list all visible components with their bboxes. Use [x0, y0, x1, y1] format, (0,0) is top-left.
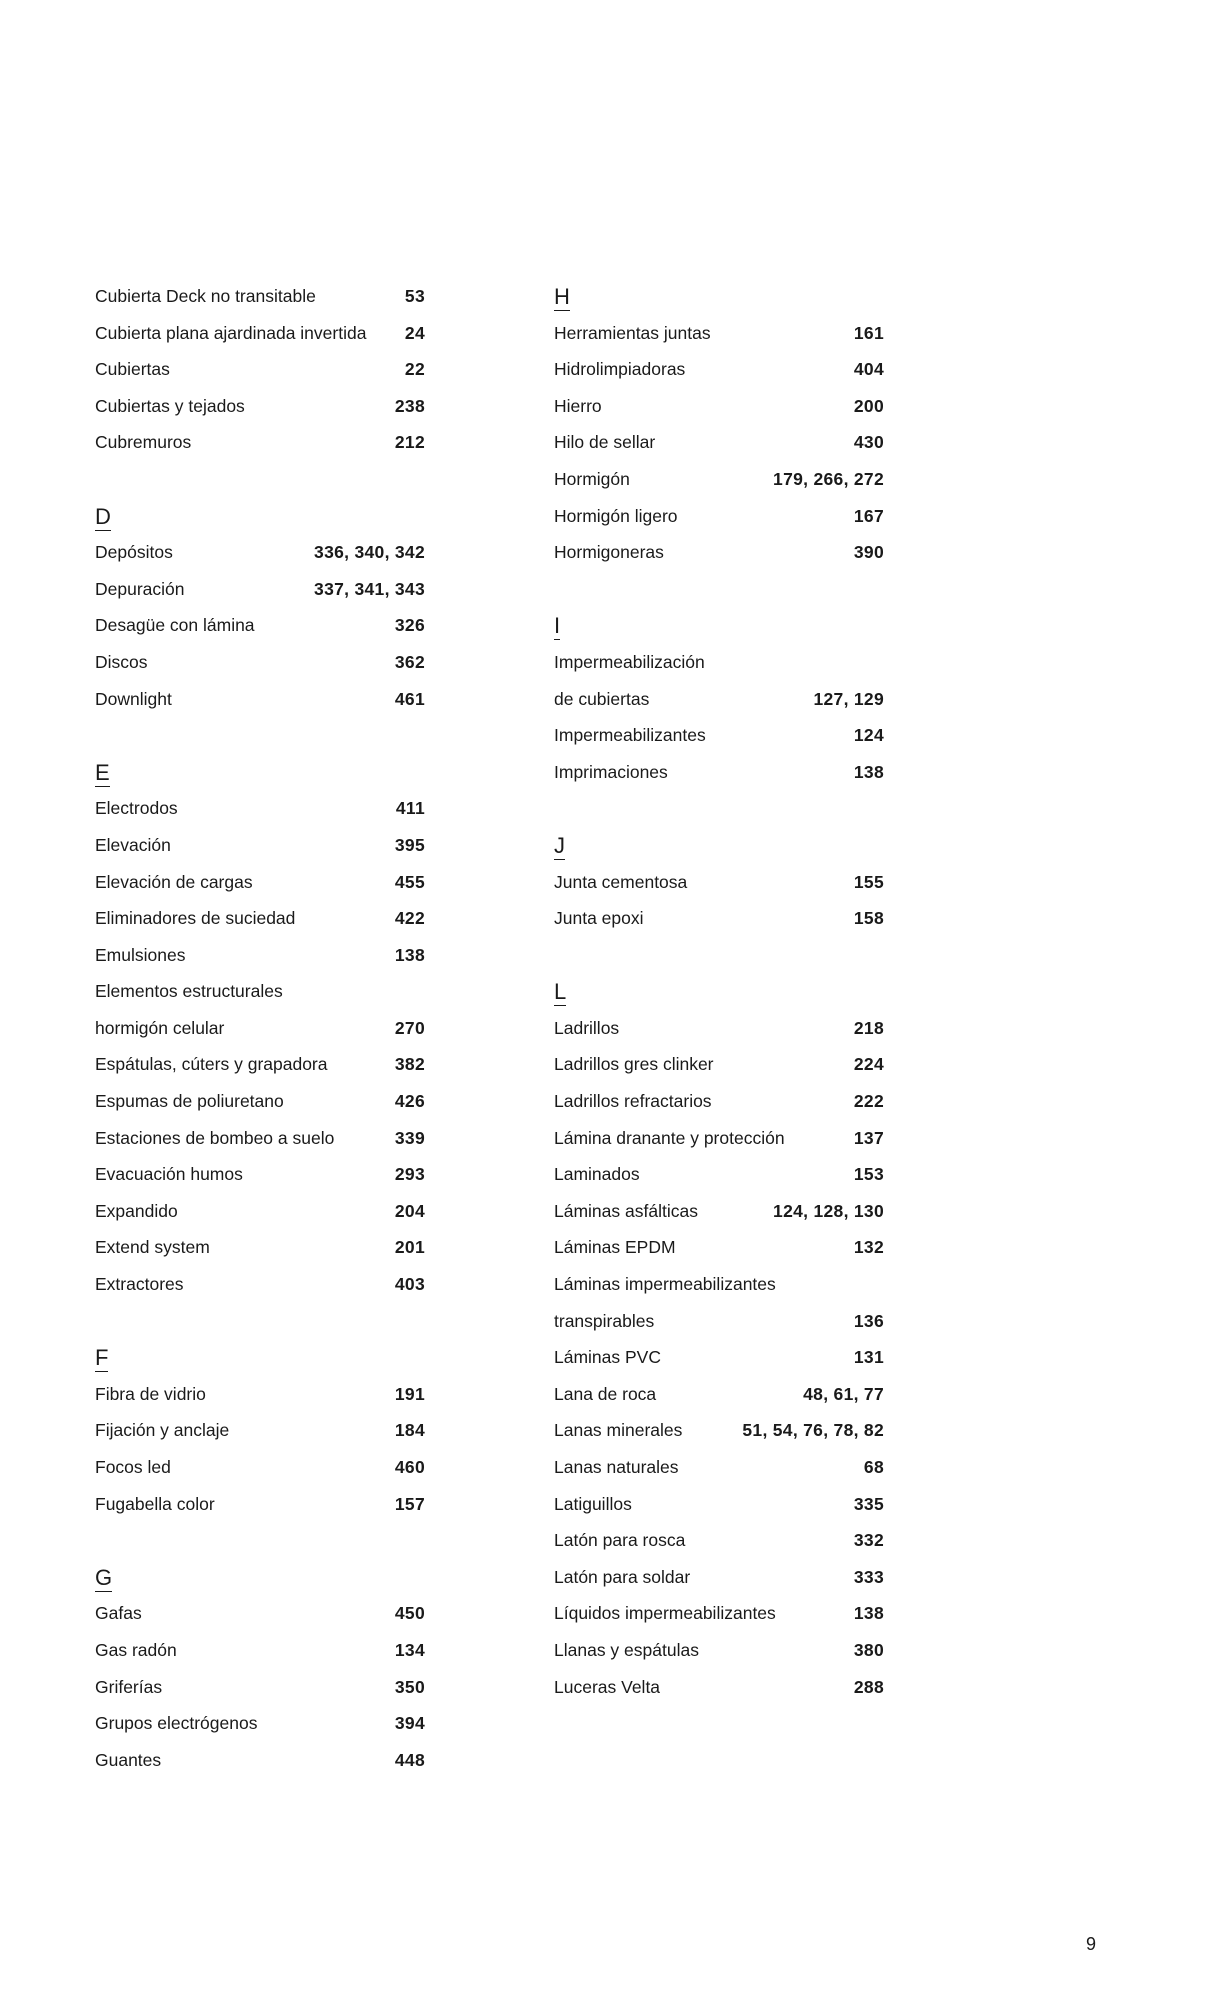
index-term: Espumas de poliuretano: [95, 1091, 284, 1112]
index-term: Extractores: [95, 1274, 184, 1295]
index-entry: [554, 1595, 884, 1632]
index-term: Líquidos impermeabilizantes: [554, 1603, 776, 1624]
index-entry: [554, 864, 884, 901]
section-letter-f: [95, 1339, 425, 1376]
index-entry: [554, 1229, 884, 1266]
index-pages: 333: [853, 1566, 884, 1587]
index-pages: 224: [853, 1054, 884, 1075]
index-term: Herramientas juntas: [554, 322, 711, 343]
index-pages: 124: [853, 725, 884, 746]
index-entry: [554, 681, 884, 718]
index-entry: [554, 1266, 884, 1303]
index-pages: 68: [863, 1457, 884, 1477]
index-entry: [554, 1193, 884, 1230]
index-entry: [95, 1742, 425, 1779]
index-term: Impermeabilización: [554, 651, 705, 672]
index-entry: [554, 1156, 884, 1193]
index-pages: 394: [394, 1713, 425, 1734]
index-entry: [554, 754, 884, 791]
index-term: Láminas impermeabilizantes: [554, 1274, 776, 1295]
index-pages: 332: [853, 1530, 884, 1551]
index-term: Estaciones de bombeo a suelo: [95, 1127, 335, 1148]
index-entry: [95, 1705, 425, 1742]
section-spacer: [95, 1522, 425, 1559]
section-letter-j: [554, 827, 884, 864]
index-term: hormigón celular: [95, 1017, 225, 1038]
index-pages: 350: [394, 1676, 425, 1697]
index-entry: [554, 1083, 884, 1120]
index-term: Lámina dranante y protección: [554, 1127, 785, 1148]
index-entry: [554, 315, 884, 352]
index-entry: [554, 1632, 884, 1669]
index-entry: [95, 1083, 425, 1120]
index-pages: 403: [394, 1274, 425, 1295]
index-term: Hidrolimpiadoras: [554, 359, 686, 380]
index-term: Cubierta plana ajardinada invertida: [95, 322, 367, 343]
index-pages: 127, 129: [813, 688, 884, 709]
section-letter-label: J: [554, 832, 565, 858]
index-entry: [95, 1486, 425, 1523]
index-entry: [95, 315, 425, 352]
index-pages: 161: [853, 322, 884, 343]
index-pages: 222: [853, 1091, 884, 1112]
index-entry: [95, 1632, 425, 1669]
index-term: Latón para soldar: [554, 1566, 691, 1587]
index-term: Discos: [95, 651, 148, 672]
index-term: Imprimaciones: [554, 761, 668, 782]
section-spacer: [554, 571, 884, 608]
index-pages: 51, 54, 76, 78, 82: [742, 1420, 884, 1441]
index-pages: 137: [853, 1127, 884, 1148]
index-term: transpirables: [554, 1310, 655, 1331]
index-term: Griferías: [95, 1676, 163, 1697]
index-pages: 404: [853, 359, 884, 380]
index-pages: 138: [853, 761, 884, 782]
index-entry: [554, 1120, 884, 1157]
index-pages: 380: [853, 1639, 884, 1660]
index-pages: 167: [853, 505, 884, 526]
index-entry: [554, 1412, 884, 1449]
index-entry: [554, 1046, 884, 1083]
section-spacer: [95, 1303, 425, 1340]
index-term: Hormigón: [554, 468, 630, 489]
index-pages: 270: [394, 1017, 425, 1038]
index-entry: [95, 1120, 425, 1157]
section-letter-label: L: [554, 979, 567, 1005]
index-pages: 204: [394, 1200, 425, 1221]
index-term: Expandido: [95, 1200, 178, 1221]
section-spacer: [554, 937, 884, 974]
index-pages: 124, 128, 130: [773, 1200, 884, 1221]
section-letter-g: [95, 1559, 425, 1596]
index-entry: [95, 1046, 425, 1083]
index-entry: [554, 717, 884, 754]
index-term: Elevación: [95, 834, 171, 855]
index-entry: [95, 790, 425, 827]
index-entry: [554, 424, 884, 461]
index-pages: 461: [394, 688, 425, 709]
index-pages: 212: [394, 432, 425, 453]
index-pages: 131: [853, 1347, 884, 1368]
index-entry: [95, 1376, 425, 1413]
index-term: Ladrillos gres clinker: [554, 1054, 714, 1075]
index-pages: 136: [853, 1310, 884, 1331]
index-term: Cubiertas: [95, 359, 170, 380]
section-spacer: [95, 461, 425, 498]
index-entry: [95, 1229, 425, 1266]
index-term: Hilo de sellar: [554, 432, 656, 453]
index-entry: [554, 388, 884, 425]
index-entry: [95, 1449, 425, 1486]
index-entry: [554, 1339, 884, 1376]
index-entry: [554, 1522, 884, 1559]
index-term: Guantes: [95, 1749, 162, 1770]
index-term: Eliminadores de suciedad: [95, 908, 296, 929]
section-letter-label: D: [95, 503, 111, 529]
section-letter-e: [95, 754, 425, 791]
index-entry: [95, 681, 425, 718]
section-spacer: [554, 790, 884, 827]
index-term: Latón para rosca: [554, 1530, 686, 1551]
index-entry: [95, 1156, 425, 1193]
index-column-left: [95, 278, 425, 1778]
section-letter-d: [95, 498, 425, 535]
index-entry: [95, 1010, 425, 1047]
section-letter-label: G: [95, 1564, 113, 1590]
index-pages: 382: [394, 1054, 425, 1075]
index-term: Hierro: [554, 395, 602, 416]
index-term: Hormigón ligero: [554, 505, 678, 526]
index-term: Emulsiones: [95, 944, 186, 965]
index-term: Ladrillos refractarios: [554, 1091, 712, 1112]
index-term: Lanas minerales: [554, 1420, 683, 1441]
index-pages: 132: [853, 1237, 884, 1258]
index-pages: 200: [853, 395, 884, 416]
index-pages: 138: [394, 944, 425, 965]
index-pages: 411: [395, 798, 425, 819]
index-pages: 362: [394, 651, 425, 672]
index-pages: 339: [394, 1127, 425, 1148]
index-term: Depuración: [95, 578, 185, 599]
index-entry: [554, 461, 884, 498]
index-term: Junta cementosa: [554, 871, 688, 892]
index-entry: [95, 388, 425, 425]
index-term: Gas radón: [95, 1639, 177, 1660]
index-pages: 191: [394, 1383, 425, 1404]
index-term: Downlight: [95, 688, 172, 709]
index-term: Luceras Velta: [554, 1676, 661, 1697]
index-entry: [554, 900, 884, 937]
index-pages: 426: [394, 1091, 425, 1112]
section-letter-label: I: [554, 613, 561, 639]
index-pages: 179, 266, 272: [773, 468, 884, 489]
index-entry: [95, 534, 425, 571]
index-term: Junta epoxi: [554, 908, 644, 929]
index-pages: 335: [853, 1493, 884, 1514]
index-entry: [95, 1193, 425, 1230]
index-term: Electrodos: [95, 798, 178, 819]
index-term: Fibra de vidrio: [95, 1383, 206, 1404]
index-entry: [554, 1449, 884, 1486]
index-entry: [554, 351, 884, 388]
index-entry: [95, 973, 425, 1010]
index-pages: 238: [394, 395, 425, 416]
index-entry: [554, 1376, 884, 1413]
section-letter-label: H: [554, 284, 570, 309]
index-entry: [554, 498, 884, 535]
index-entry: [95, 278, 425, 315]
index-term: Espátulas, cúters y grapadora: [95, 1054, 328, 1075]
index-entry: [95, 1412, 425, 1449]
index-term: Lanas naturales: [554, 1457, 679, 1477]
index-pages: 184: [394, 1420, 425, 1441]
index-pages: 218: [853, 1017, 884, 1038]
index-pages: 157: [394, 1493, 425, 1514]
index-term: Evacuación humos: [95, 1164, 243, 1185]
index-pages: 422: [394, 908, 425, 929]
index-entry: [554, 1669, 884, 1706]
index-term: Cubremuros: [95, 432, 192, 453]
index-term: Cubiertas y tejados: [95, 395, 245, 416]
index-pages: 138: [853, 1603, 884, 1624]
index-entry: [554, 534, 884, 571]
index-entry: [95, 864, 425, 901]
section-letter-label: E: [95, 759, 110, 785]
index-entry: [95, 571, 425, 608]
index-entry: [95, 1595, 425, 1632]
index-entry: [95, 424, 425, 461]
index-term: Llanas y espátulas: [554, 1639, 699, 1660]
index-term: Grupos electrógenos: [95, 1713, 258, 1734]
index-entry: [95, 937, 425, 974]
index-entry: [95, 1266, 425, 1303]
index-term: Elevación de cargas: [95, 871, 253, 892]
index-entry: [95, 900, 425, 937]
index-pages: 293: [394, 1164, 425, 1185]
section-letter-label: F: [95, 1345, 109, 1371]
index-pages: 336, 340, 342: [314, 542, 425, 563]
index-term: Fijación y anclaje: [95, 1420, 230, 1441]
index-pages: 22: [404, 359, 425, 380]
index-pages: 48, 61, 77: [803, 1383, 884, 1404]
index-pages: 395: [394, 834, 425, 855]
index-entry: [95, 644, 425, 681]
index-entry: [554, 1010, 884, 1047]
index-term: Impermeabilizantes: [554, 725, 706, 746]
index-term: Cubierta Deck no transitable: [95, 286, 316, 306]
index-term: Latiguillos: [554, 1493, 632, 1514]
index-entry: [95, 1669, 425, 1706]
index-term: Láminas EPDM: [554, 1237, 676, 1258]
index-entry: [95, 827, 425, 864]
page-number: 9: [1085, 1934, 1096, 1954]
index-column-right: [554, 278, 884, 1705]
index-term: Desagüe con lámina: [95, 615, 255, 636]
index-term: Fugabella color: [95, 1493, 215, 1514]
index-pages: 153: [853, 1164, 884, 1185]
index-term: Focos led: [95, 1457, 171, 1477]
index-entry: [95, 351, 425, 388]
index-entry: [554, 644, 884, 681]
index-pages: 158: [853, 908, 884, 929]
section-letter-l: [554, 973, 884, 1010]
index-pages: 53: [404, 286, 425, 306]
index-term: Depósitos: [95, 542, 173, 563]
index-term: Ladrillos: [554, 1017, 620, 1038]
index-pages: 430: [853, 432, 884, 453]
index-entry: [554, 1303, 884, 1340]
index-term: Gafas: [95, 1603, 142, 1624]
index-pages: 201: [394, 1237, 425, 1258]
index-term: Laminados: [554, 1164, 640, 1185]
index-pages: 134: [394, 1639, 425, 1660]
index-pages: 326: [394, 615, 425, 636]
index-pages: 288: [853, 1676, 884, 1697]
section-letter-h: [554, 278, 884, 315]
index-term: Hormigoneras: [554, 542, 664, 563]
index-term: Lana de roca: [554, 1383, 657, 1404]
section-letter-i: [554, 607, 884, 644]
index-pages: 448: [394, 1749, 425, 1770]
index-entry: [95, 607, 425, 644]
index-entry: [554, 1559, 884, 1596]
index-pages: 460: [394, 1457, 425, 1477]
index-term: Elementos estructurales: [95, 981, 283, 1002]
section-spacer: [95, 717, 425, 754]
index-term: Extend system: [95, 1237, 210, 1258]
index-pages: 24: [404, 322, 425, 343]
index-term: de cubiertas: [554, 688, 650, 709]
index-pages: 450: [394, 1603, 425, 1624]
index-pages: 155: [853, 871, 884, 892]
index-pages: 337, 341, 343: [314, 578, 425, 599]
index-term: Láminas PVC: [554, 1347, 661, 1368]
index-term: Láminas asfálticas: [554, 1200, 698, 1221]
index-entry: [554, 1486, 884, 1523]
index-pages: 390: [853, 542, 884, 563]
index-pages: 455: [394, 871, 425, 892]
